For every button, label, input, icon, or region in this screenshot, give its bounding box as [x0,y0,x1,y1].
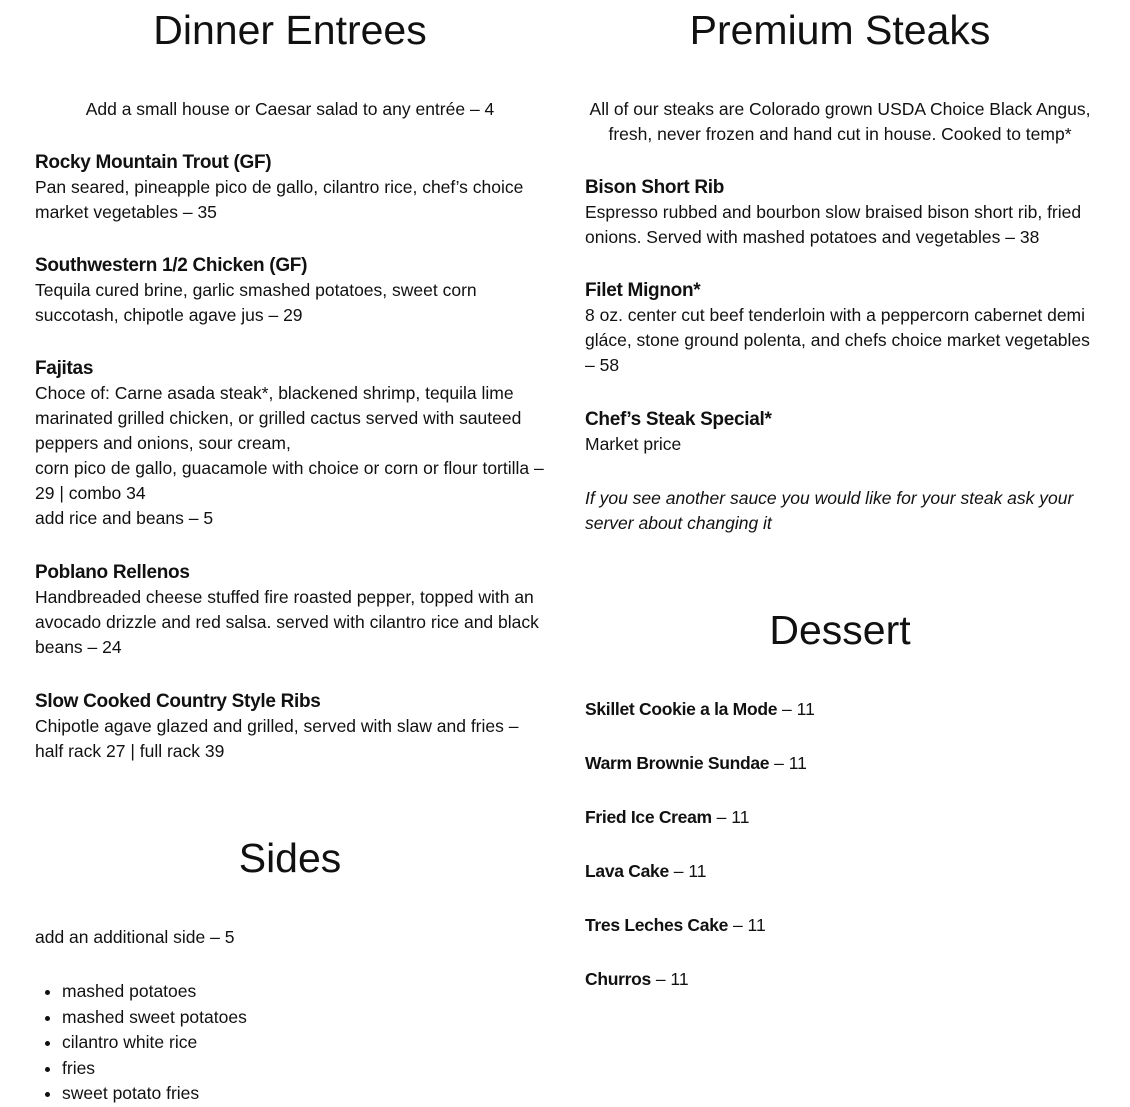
entree-item [35,561,545,660]
steaks-title: Premium Steaks [689,7,991,53]
side-item: • cilantro white rice [62,1030,545,1056]
dessert-price: – 11 [668,861,707,881]
dessert-item [585,967,1095,991]
dessert-title: Dessert [769,607,911,653]
entree-item [35,690,545,764]
dessert-item [585,805,1095,829]
entree-item [35,357,545,531]
steak-desc: 8 oz. center cut beef tenderloin with a peppercorn cabernet demi gláce, stone ground polenta, and chefs choice market vegetables – 58 [585,305,1090,375]
dessert-price: – 11 [777,699,815,719]
steak-name: Bison Short Rib [585,177,725,198]
steak-desc: Espresso rubbed and bourbon slow braised bison short rib, fried onions. Served with mashed potatoes and vegetables – 38 [585,202,1082,247]
entree-name: Fajitas [35,358,94,379]
dessert-item [585,859,1095,883]
dessert-name: Warm Brownie Sundae [585,753,770,773]
steak-item [585,408,1095,457]
entrees-intro: Add a small house or Caesar salad to any entrée – 4 [85,99,495,119]
sides-list [35,979,545,1107]
dessert-price: – 11 [769,753,807,773]
entree-name: Rocky Mountain Trout (GF) [35,152,272,173]
entree-desc: add rice and beans – 5 [35,508,214,528]
entree-item [35,254,545,328]
entrees-title: Dinner Entrees [153,7,427,53]
side-item: • mashed potatoes [62,979,545,1005]
steak-sauce-note: If you see another sauce you would like for your steak ask your server about changing it [585,488,1074,533]
entree-desc: Pan seared, pineapple pico de gallo, cilantro rice, chef’s choice market vegetables – 35 [35,177,524,222]
dessert-item [585,697,1095,721]
dessert-name: Tres Leches Cake [585,915,729,935]
side-item: • sweet potato fries [62,1081,545,1107]
steak-name: Filet Mignon* [585,280,701,301]
entree-desc: Tequila cured brine, garlic smashed potatoes, sweet corn succotash, chipotle agave jus – 29 [35,280,477,325]
steak-item [585,176,1095,250]
steak-item [585,279,1095,378]
dessert-price: – 11 [711,807,750,827]
side-item: • fries [62,1056,545,1082]
entree-name: Poblano Rellenos [35,562,190,583]
dessert-name: Churros [585,969,651,989]
entree-desc: Handbreaded cheese stuffed fire roasted pepper, topped with an avocado drizzle and red salsa. served with cilantro rice and black beans – 24 [35,587,539,657]
steak-desc: Market price [585,434,682,454]
entree-desc: Chipotle agave glazed and grilled, served with slaw and fries – half rack 27 | full rack 39 [35,716,519,761]
entree-desc: corn pico de gallo, guacamole with choice or corn or flour tortilla – 29 | combo 34 [35,458,544,503]
entree-item [35,151,545,225]
dessert-item [585,751,1095,775]
sides-intro: add an additional side – 5 [35,927,235,947]
sides-title: Sides [238,835,342,881]
entree-name: Slow Cooked Country Style Ribs [35,691,321,712]
entree-name: Southwestern 1/2 Chicken (GF) [35,255,308,276]
steaks-intro: All of our steaks are Colorado grown USDA Choice Black Angus, fresh, never frozen and hand cut in house. Cooked to temp* [589,99,1091,144]
entree-desc: Choce of: Carne asada steak*, blackened shrimp, tequila lime marinated grilled chicken, or grilled cactus served with sauteed peppers and onions, sour cream, [35,383,522,453]
steak-name: Chef’s Steak Special* [585,409,772,430]
dessert-name: Fried Ice Cream [585,807,712,827]
dessert-item [585,913,1095,937]
dessert-name: Lava Cake [585,861,669,881]
dessert-name: Skillet Cookie a la Mode [585,699,778,719]
dessert-price: – 11 [728,915,766,935]
side-item: • mashed sweet potatoes [62,1005,545,1031]
dessert-price: – 11 [650,969,689,989]
